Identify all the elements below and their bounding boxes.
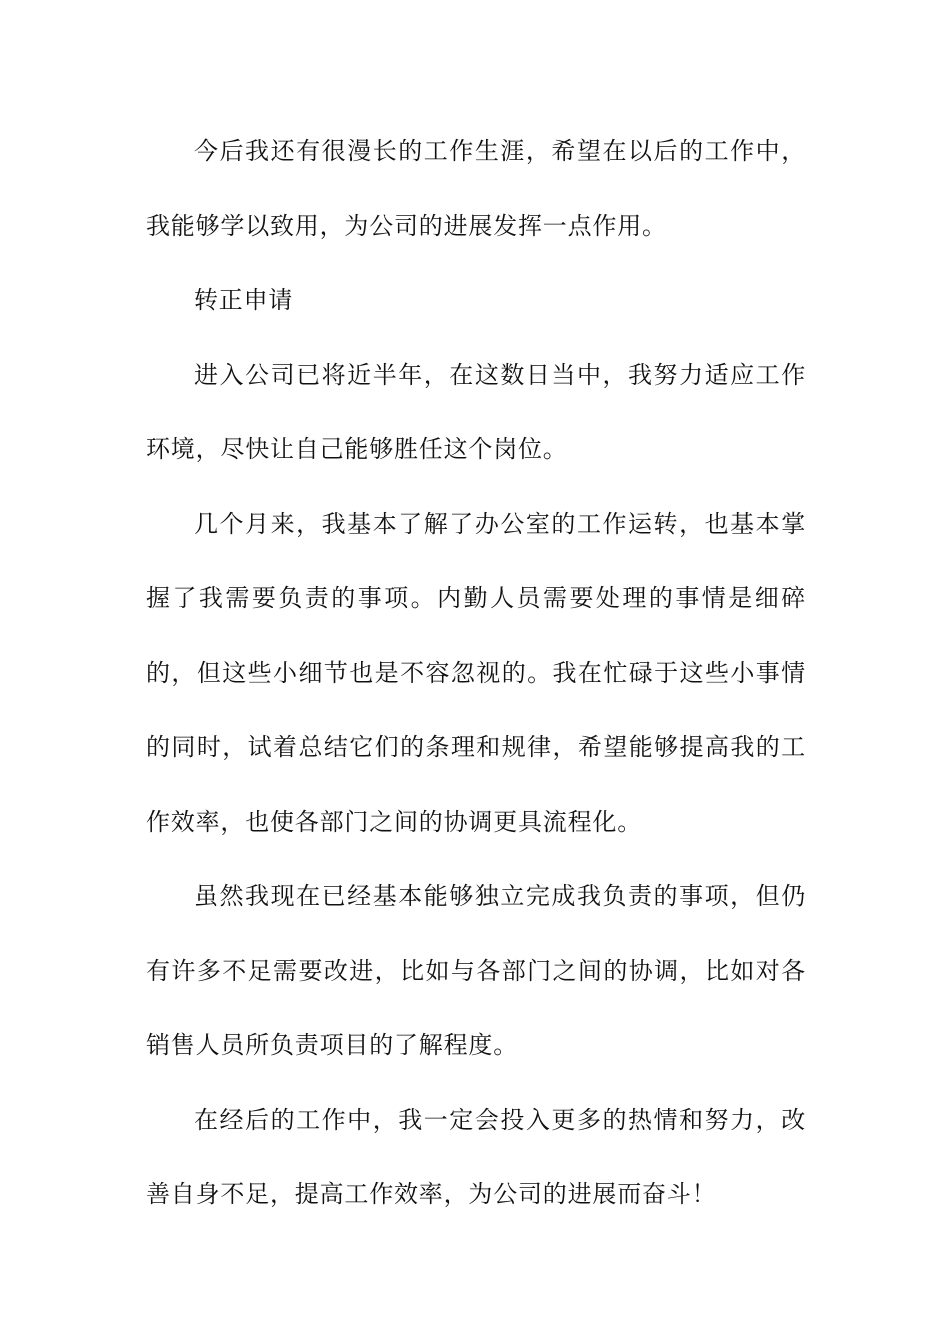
paragraph-introduction: 进入公司已将近半年，在这数日当中，我努力适应工作环境，尽快让自己能够胜任这个岗位。 — [146, 360, 806, 463]
paragraph-future-commitment: 在经后的工作中，我一定会投入更多的热情和努力，改善自身不足，提高工作效率，为公司的进展而奋斗！ — [146, 1105, 806, 1208]
section-heading: 转正申请 — [194, 286, 294, 314]
paragraph-work-summary: 几个月来，我基本了解了办公室的工作运转，也基本掌握了我需要负责的事项。内勤人员需要处理的事情是细碎的，但这些小细节也是不容忽视的。我在忙碌于这些小事情的同时，试着总结它们的条理和规律，希望能够提高我的工作效率，也使各部门之间的协调更具流程化。 — [146, 509, 806, 836]
document-body — [146, 114, 806, 1232]
paragraph-shortcomings: 虽然我现在已经基本能够独立完成我负责的事项，但仍有许多不足需要改进，比如与各部门之间的协调，比如对各销售人员所负责项目的了解程度。 — [146, 882, 806, 1059]
paragraph-closing-remarks: 今后我还有很漫长的工作生涯，希望在以后的工作中，我能够学以致用，为公司的进展发挥一点作用。 — [146, 137, 806, 240]
